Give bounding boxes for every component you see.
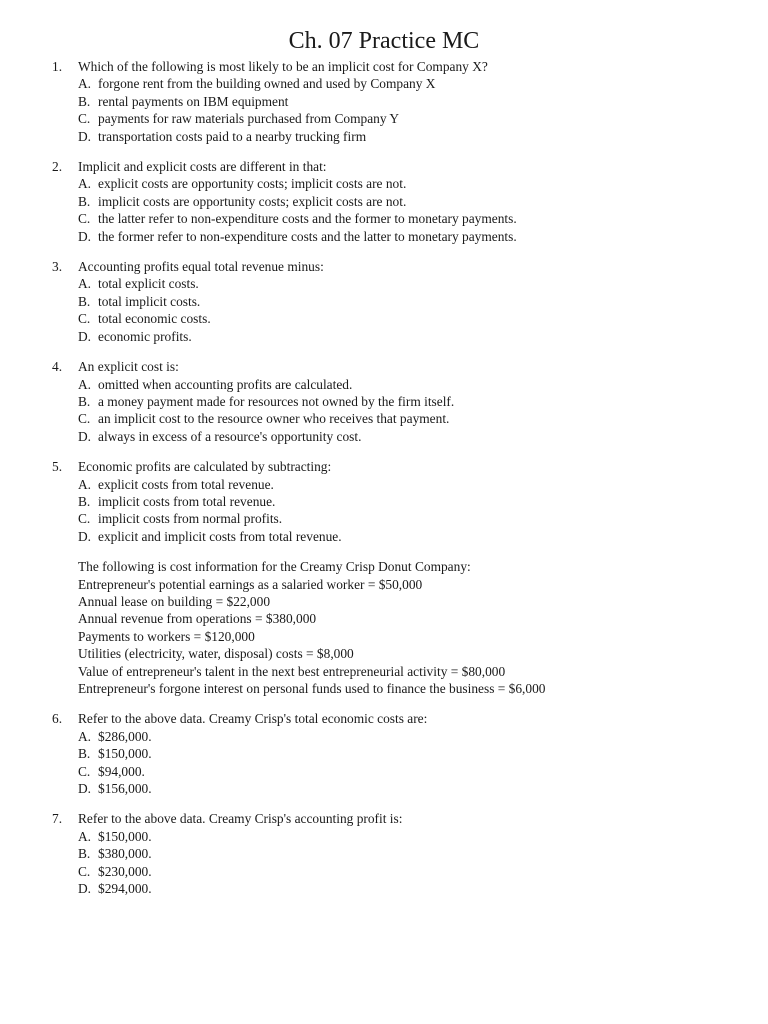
answer-option	[78, 93, 742, 110]
page-title: Ch. 07 Practice MC	[288, 28, 480, 54]
option-text: implicit costs from normal profits.	[98, 511, 283, 527]
question-stem	[52, 158, 742, 175]
option-text: an implicit cost to the resource owner who receives that payment.	[98, 411, 450, 427]
option-letter: C.	[78, 763, 91, 779]
question-stem	[52, 710, 742, 727]
answer-option	[78, 110, 742, 127]
option-text: $94,000.	[98, 763, 145, 779]
option-text: $150,000.	[98, 746, 152, 762]
question-number: 5.	[52, 459, 63, 475]
question-text: Economic profits are calculated by subtracting:	[78, 459, 332, 475]
question-stem	[52, 258, 742, 275]
option-text: $286,000.	[98, 728, 152, 744]
question-item	[52, 358, 742, 445]
answer-option	[78, 128, 742, 145]
question-text: An explicit cost is:	[78, 359, 179, 375]
option-text: the latter refer to non-expenditure costs and the former to monetary payments.	[98, 211, 517, 227]
option-letter: C.	[78, 311, 91, 327]
answer-option	[78, 763, 742, 780]
option-letter: B.	[78, 393, 91, 409]
answer-option	[78, 376, 742, 393]
question-number: 7.	[52, 811, 63, 827]
question-number: 6.	[52, 711, 63, 727]
answer-option	[78, 228, 742, 245]
answer-option	[78, 293, 742, 310]
option-text: total implicit costs.	[98, 293, 201, 309]
cost-info-line: Entrepreneur's forgone interest on personal funds used to finance the business = $6,000	[78, 681, 546, 696]
option-letter: C.	[78, 211, 91, 227]
option-letter: D.	[78, 781, 92, 797]
question-stem	[52, 58, 742, 75]
option-text: implicit costs are opportunity costs; explicit costs are not.	[98, 193, 407, 209]
option-text: economic profits.	[98, 328, 192, 344]
question-item	[52, 710, 742, 797]
question-text: Refer to the above data. Creamy Crisp's total economic costs are:	[78, 711, 428, 727]
question-number: 4.	[52, 359, 63, 375]
answer-option	[78, 428, 742, 445]
answer-options	[52, 175, 742, 245]
question-item	[52, 458, 742, 545]
question-number: 2.	[52, 159, 63, 175]
option-letter: D.	[78, 428, 92, 444]
option-letter: C.	[78, 863, 91, 879]
question-item	[52, 258, 742, 345]
cost-information-block	[52, 558, 742, 697]
answer-option	[78, 880, 742, 897]
question-stem	[52, 358, 742, 375]
option-text: payments for raw materials purchased from Company Y	[98, 111, 400, 127]
answer-option	[78, 863, 742, 880]
option-text: $150,000.	[98, 828, 152, 844]
option-text: the former refer to non-expenditure costs and the latter to monetary payments.	[98, 228, 517, 244]
option-letter: D.	[78, 328, 92, 344]
answer-options	[52, 275, 742, 345]
cost-info-line: Annual lease on building = $22,000	[78, 593, 271, 609]
answer-options	[52, 728, 742, 798]
question-number: 1.	[52, 59, 63, 74]
cost-info-line: Annual revenue from operations = $380,000	[78, 611, 317, 627]
option-text: transportation costs paid to a nearby trucking firm	[98, 128, 367, 144]
option-text: explicit costs from total revenue.	[98, 476, 274, 492]
answer-options	[52, 476, 742, 546]
option-letter: A.	[78, 76, 92, 92]
answer-options	[52, 75, 742, 145]
option-letter: B.	[78, 846, 91, 862]
option-letter: A.	[78, 376, 92, 392]
question-stem	[52, 458, 742, 475]
document-body	[52, 58, 742, 910]
answer-option	[78, 275, 742, 292]
question-item	[52, 58, 742, 145]
option-text: $156,000.	[98, 781, 152, 797]
option-letter: B.	[78, 293, 91, 309]
answer-option	[78, 728, 742, 745]
answer-option	[78, 493, 742, 510]
option-letter: B.	[78, 193, 91, 209]
questions-section-1	[52, 58, 742, 545]
option-text: $230,000.	[98, 863, 152, 879]
option-text: forgone rent from the building owned and used by Company X	[98, 76, 436, 92]
question-stem	[52, 810, 742, 827]
option-letter: C.	[78, 111, 91, 127]
option-letter: D.	[78, 228, 92, 244]
option-letter: B.	[78, 493, 91, 509]
question-item	[52, 810, 742, 897]
option-letter: C.	[78, 411, 91, 427]
option-text: rental payments on IBM equipment	[98, 93, 289, 109]
option-text: explicit costs are opportunity costs; implicit costs are not.	[98, 176, 407, 192]
answer-option	[78, 175, 742, 192]
cost-info-line: Value of entrepreneur's talent in the next best entrepreneurial activity = $80,000	[78, 663, 506, 679]
answer-option	[78, 410, 742, 427]
answer-option	[78, 510, 742, 527]
option-letter: A.	[78, 476, 92, 492]
option-letter: D.	[78, 881, 92, 897]
option-text: implicit costs from total revenue.	[98, 493, 276, 509]
answer-option	[78, 210, 742, 227]
option-letter: A.	[78, 728, 92, 744]
questions-section-2	[52, 710, 742, 897]
option-letter: A.	[78, 176, 92, 192]
option-text: explicit and implicit costs from total revenue.	[98, 528, 342, 544]
answer-option	[78, 393, 742, 410]
answer-option	[78, 780, 742, 797]
option-letter: C.	[78, 511, 91, 527]
option-text: omitted when accounting profits are calculated.	[98, 376, 353, 392]
question-text: Implicit and explicit costs are different in that:	[78, 159, 327, 175]
option-text: total explicit costs.	[98, 276, 199, 292]
answer-option	[78, 75, 742, 92]
cost-info-line: Payments to workers = $120,000	[78, 628, 255, 644]
answer-options	[52, 828, 742, 898]
answer-option	[78, 193, 742, 210]
question-text: Which of the following is most likely to be an implicit cost for Company X?	[78, 59, 488, 74]
option-text: $294,000.	[98, 881, 152, 897]
cost-info-line: Entrepreneur's potential earnings as a salaried worker = $50,000	[78, 576, 423, 592]
option-text: total economic costs.	[98, 311, 211, 327]
option-text: $380,000.	[98, 846, 152, 862]
answer-option	[78, 845, 742, 862]
answer-option	[78, 328, 742, 345]
option-text: a money payment made for resources not owned by the firm itself.	[98, 393, 455, 409]
answer-option	[78, 310, 742, 327]
question-number: 3.	[52, 259, 63, 275]
question-text: Accounting profits equal total revenue minus:	[78, 259, 324, 275]
option-letter: B.	[78, 746, 91, 762]
answer-option	[78, 828, 742, 845]
option-letter: D.	[78, 128, 92, 144]
question-text: Refer to the above data. Creamy Crisp's accounting profit is:	[78, 811, 403, 827]
cost-info-line: Utilities (electricity, water, disposal) costs = $8,000	[78, 646, 354, 662]
cost-info-heading: The following is cost information for the Creamy Crisp Donut Company:	[78, 559, 471, 575]
option-letter: A.	[78, 276, 92, 292]
option-letter: D.	[78, 528, 92, 544]
answer-options	[52, 376, 742, 446]
option-letter: B.	[78, 93, 91, 109]
answer-option	[78, 528, 742, 545]
answer-option	[78, 745, 742, 762]
option-text: always in excess of a resource's opportunity cost.	[98, 428, 362, 444]
answer-option	[78, 476, 742, 493]
option-letter: A.	[78, 828, 92, 844]
question-item	[52, 158, 742, 245]
